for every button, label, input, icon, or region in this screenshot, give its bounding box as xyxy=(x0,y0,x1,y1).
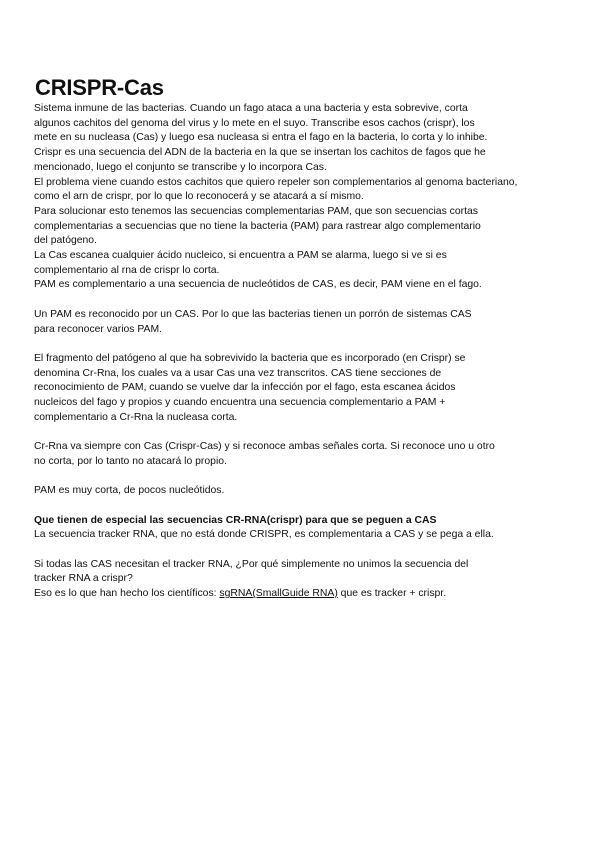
text-line: Sistema inmune de las bacterias. Cuando un fago ataca a una bacteria y esta sobrevive, corta xyxy=(34,103,468,114)
text-line: Para solucionar esto tenemos las secuencias complementarias PAM, que son secuencias cortas xyxy=(34,205,478,217)
text-line: nucleicos del fago y propios y cuando encuentra una secuencia complementario a PAM + xyxy=(34,397,446,409)
text-line: El fragmento del patógeno al que ha sobrevivido la bacteria que es incorporado (en Crispr) se xyxy=(34,352,466,364)
paragraph-intro xyxy=(34,102,569,293)
text-line: complementario al rna de crispr lo corta. xyxy=(34,264,220,276)
text-line-with-underline xyxy=(34,587,569,602)
paragraph-pam-cas xyxy=(34,308,569,337)
paragraph-cr-rna xyxy=(34,352,569,426)
text-line: para reconocer varios PAM. xyxy=(34,323,163,335)
paragraph-spacer xyxy=(34,425,569,440)
paragraph-spacer xyxy=(34,293,569,308)
paragraph-pam-short xyxy=(34,484,569,499)
text-line: mete en su nucleasa (Cas) y luego esa nucleasa si entra el fago en la bacteria, lo corta y lo inhibe. xyxy=(34,132,488,144)
text-line: Cr-Rna va siempre con Cas (Crispr-Cas) y si reconoce ambas señales corta. Si reconoce uno u otro xyxy=(34,441,495,453)
text-line: El problema viene cuando estos cachitos que quiero repeler son complementarios al genoma bacteriano, xyxy=(34,176,518,188)
document-title: CRISPR-Cas xyxy=(35,75,164,100)
question-heading: Que tienen de especial las secuencias CR-RNA(crispr) para que se peguen a CAS xyxy=(34,514,437,526)
text-segment: que es tracker + crispr. xyxy=(337,588,447,600)
text-line: complementarias a secuencias que no tiene la bacteria (PAM) para rastrear algo complementario xyxy=(34,220,481,232)
text-line: Si todas las CAS necesitan el tracker RNA, ¿Por qué simplemente no unimos la secuencia del xyxy=(34,558,469,570)
text-segment: Eso es lo que han hecho los científicos: xyxy=(34,588,220,600)
text-line: PAM es complementario a una secuencia de nucleótidos de CAS, es decir, PAM viene en el fago. xyxy=(34,279,482,291)
text-line: como el arn de crispr, por lo que lo reconocerá y se atacará a sí mismo. xyxy=(34,191,364,203)
text-line: Crispr es una secuencia del ADN de la bacteria en la que se insertan los cachitos de fagos que he xyxy=(34,147,486,159)
text-line: PAM es muy corta, de pocos nucleótidos. xyxy=(34,485,225,497)
paragraph-spacer xyxy=(34,470,569,485)
text-line: tracker RNA a crispr? xyxy=(34,573,133,585)
text-line: no corta, por lo tanto no atacará lo propio. xyxy=(34,455,227,467)
text-line: Un PAM es reconocido por un CAS. Por lo que las bacterias tienen un porrón de sistemas CAS xyxy=(34,308,472,320)
paragraph-sgrna xyxy=(34,558,569,602)
paragraph-spacer xyxy=(34,337,569,352)
text-line: mencionado, luego el conjunto se transcribe y lo incorpora Cas. xyxy=(34,161,327,173)
text-line: La Cas escanea cualquier ácido nucleico, si encuentra a PAM se alarma, luego si ve si es xyxy=(34,250,447,262)
text-line: denomina Cr-Rna, los cuales va a usar Cas una vez transcritos. CAS tiene secciones de xyxy=(34,367,442,379)
document-page xyxy=(34,74,569,602)
paragraph-spacer xyxy=(34,499,569,514)
paragraph-spacer xyxy=(34,543,569,558)
text-line: del patógeno. xyxy=(34,235,97,247)
sgrna-underlined-term: sgRNA(SmallGuide RNA) xyxy=(219,588,338,600)
text-line: reconocimiento de PAM, cuando se vuelve dar la infección por el fago, esta escanea ácidos xyxy=(34,382,456,394)
text-line: La secuencia tracker RNA, que no está donde CRISPR, es complementaria a CAS y se pega a ella. xyxy=(34,529,494,541)
paragraph-tracker xyxy=(34,514,569,543)
text-line: complementario a Cr-Rna la nucleasa corta. xyxy=(34,411,238,423)
paragraph-signals xyxy=(34,440,569,469)
text-line: algunos cachitos del genoma del virus y lo mete en el suyo. Transcribe esos cachos (crispr), los xyxy=(34,117,475,129)
